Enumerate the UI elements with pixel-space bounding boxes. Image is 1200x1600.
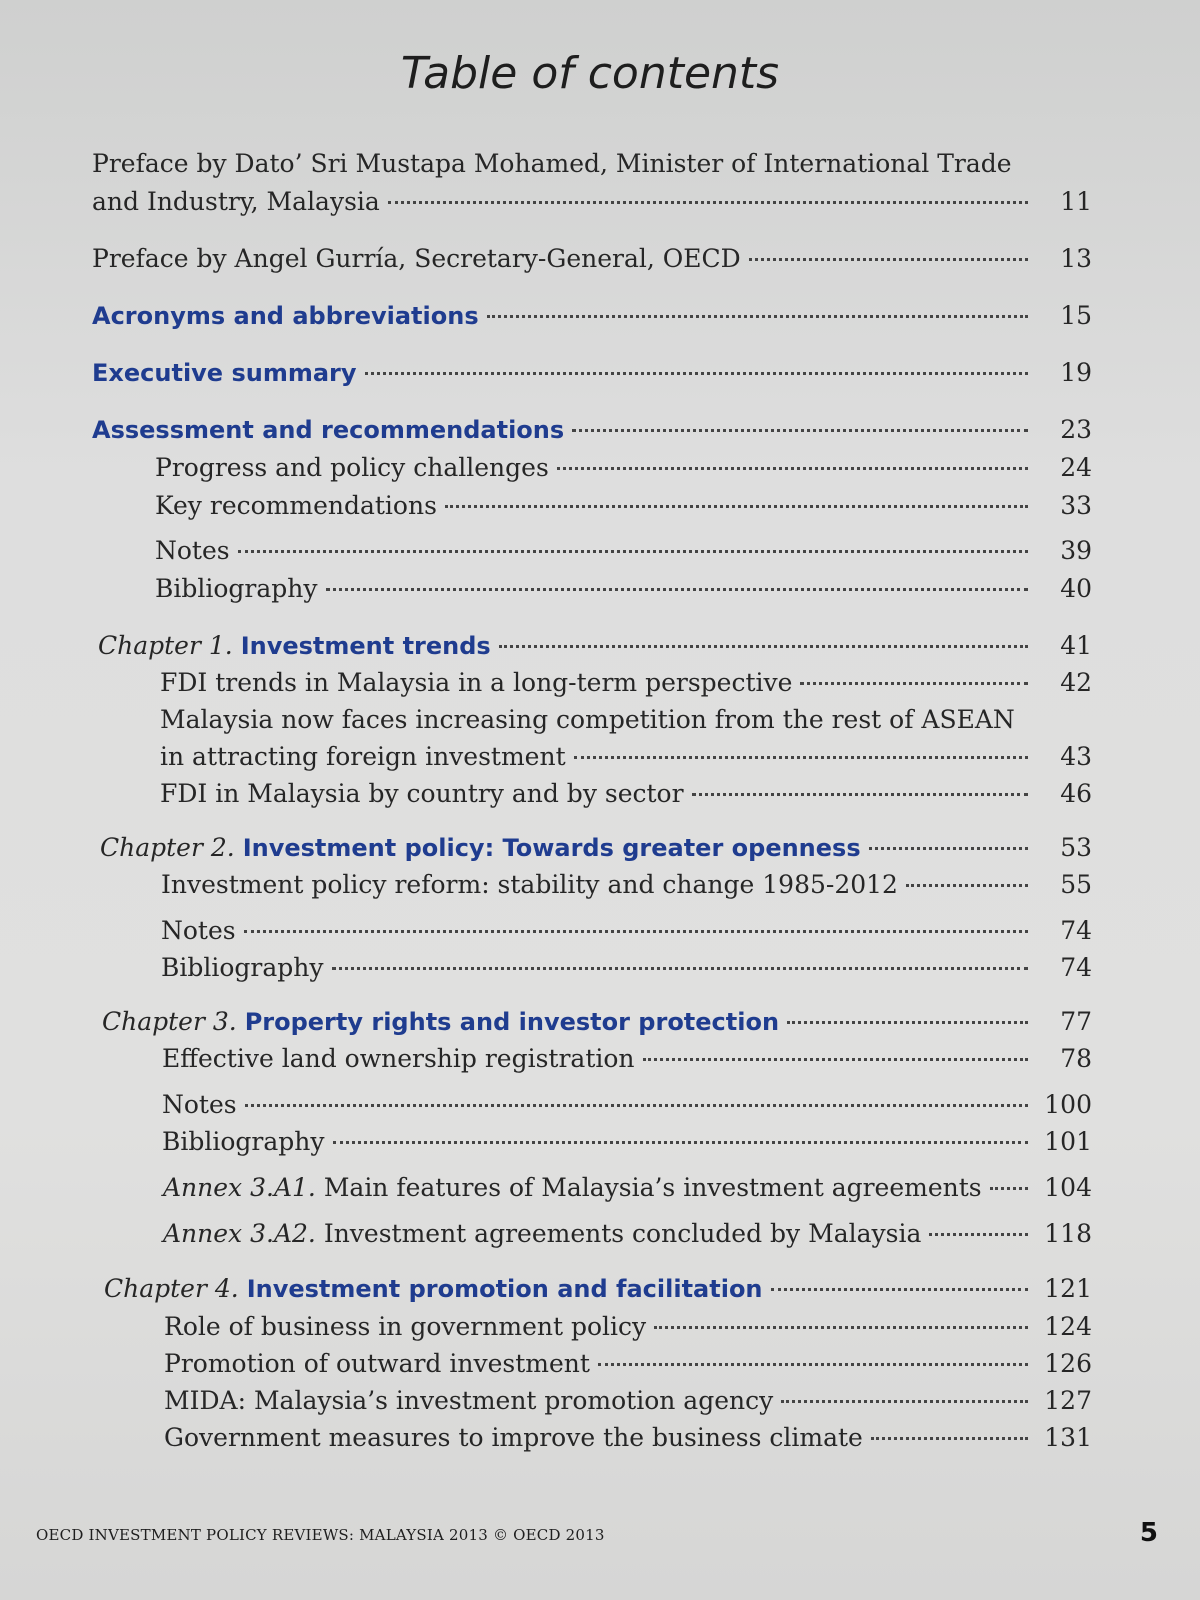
entry-label: Government measures to improve the business climate xyxy=(164,1423,863,1452)
toc-subentry[interactable] xyxy=(162,1123,1092,1161)
entry-label: Acronyms and abbreviations xyxy=(92,302,479,330)
dot-leader xyxy=(572,429,1028,432)
chapter-title: Investment promotion and facilitation xyxy=(246,1275,763,1303)
dot-leader xyxy=(787,1021,1028,1024)
entry-page-number: 121 xyxy=(1044,1274,1092,1303)
entry-label: in attracting foreign investment xyxy=(160,742,566,771)
dot-leader xyxy=(692,793,1028,796)
dot-leader xyxy=(598,1363,1028,1366)
entry-label: Bibliography xyxy=(161,953,324,982)
entry-page-number: 101 xyxy=(1044,1127,1092,1156)
entry-page-number: 33 xyxy=(1060,491,1092,520)
entry-label: Investment policy reform: stability and change 1985-2012 xyxy=(161,870,898,899)
toc-subentry[interactable] xyxy=(155,449,1092,487)
chapter-prefix: Chapter 4. xyxy=(104,1274,239,1303)
entry-label: FDI in Malaysia by country and by sector xyxy=(160,779,684,808)
chapter-prefix: Chapter 3. xyxy=(102,1007,237,1036)
dot-leader xyxy=(244,930,1028,933)
toc-entry-chapter-2[interactable] xyxy=(100,829,1092,867)
dot-leader xyxy=(445,505,1028,508)
annex-prefix: Annex 3.A1. xyxy=(163,1173,316,1202)
entry-label: Executive summary xyxy=(92,359,357,387)
toc-entry-preface-1[interactable] xyxy=(92,183,1092,221)
entry-page-number: 15 xyxy=(1060,301,1092,330)
entry-page-number: 78 xyxy=(1060,1044,1092,1073)
dot-leader xyxy=(499,645,1028,648)
entry-label xyxy=(102,1003,779,1041)
toc-subentry[interactable] xyxy=(160,738,1092,776)
dot-leader xyxy=(749,258,1028,261)
dot-leader xyxy=(332,967,1029,970)
annex-title: Main features of Malaysia’s investment agreements xyxy=(323,1173,982,1202)
entry-label: Notes xyxy=(155,536,230,565)
chapter-title: Property rights and investor protection xyxy=(244,1008,780,1036)
toc-subentry[interactable] xyxy=(161,949,1092,987)
entry-page-number: 13 xyxy=(1060,244,1092,273)
entry-page-number: 77 xyxy=(1060,1007,1092,1036)
toc-subentry[interactable] xyxy=(155,532,1092,570)
dot-leader xyxy=(654,1326,1028,1329)
preface-1-line-1: Preface by Dato’ Sri Mustapa Mohamed, Minister of International Trade xyxy=(92,149,1012,178)
entry-label xyxy=(104,1270,763,1308)
entry-label: Notes xyxy=(162,1090,237,1119)
entry-page-number: 124 xyxy=(1044,1312,1092,1341)
dot-leader xyxy=(869,847,1028,850)
entry-label: Notes xyxy=(161,916,236,945)
dot-leader xyxy=(326,588,1029,591)
entry-label xyxy=(163,1215,921,1253)
footer-publication-line: OECD INVESTMENT POLICY REVIEWS: MALAYSIA 2013 © OECD 2013 xyxy=(36,1526,605,1544)
entry-page-number: 74 xyxy=(1060,953,1092,982)
toc-entry-chapter-3[interactable] xyxy=(102,1003,1092,1041)
entry-page-number: 40 xyxy=(1060,574,1092,603)
chapter-prefix: Chapter 2. xyxy=(100,833,235,862)
toc-entry-chapter-1[interactable] xyxy=(98,627,1092,665)
toc-subentry[interactable] xyxy=(160,664,1092,702)
entry-label: and Industry, Malaysia xyxy=(92,187,380,216)
entry-page-number: 42 xyxy=(1060,668,1092,697)
entry-label: Role of business in government policy xyxy=(164,1312,647,1341)
page-title: Table of contents xyxy=(400,48,780,99)
entry-page-number: 74 xyxy=(1060,916,1092,945)
entry-page-number: 131 xyxy=(1044,1423,1092,1452)
toc-subentry[interactable] xyxy=(164,1308,1092,1346)
toc-subentry[interactable] xyxy=(161,866,1092,904)
chapter-title: Investment trends xyxy=(240,632,491,660)
dot-leader xyxy=(929,1233,1028,1236)
entry-page-number: 55 xyxy=(1060,870,1092,899)
entry-page-number: 23 xyxy=(1060,415,1092,444)
entry-page-number: 127 xyxy=(1044,1386,1092,1415)
entry-page-number: 19 xyxy=(1060,358,1092,387)
toc-subentry[interactable] xyxy=(155,570,1092,608)
chapter-title: Investment policy: Towards greater openness xyxy=(242,834,861,862)
toc-entry-preface-2[interactable] xyxy=(92,240,1092,278)
entry-label xyxy=(98,627,491,665)
dot-leader xyxy=(238,550,1028,553)
toc-entry-chapter-4[interactable] xyxy=(104,1270,1092,1308)
dot-leader xyxy=(487,315,1028,318)
entry-page-number: 100 xyxy=(1044,1090,1092,1119)
entry-label: Assessment and recommendations xyxy=(92,416,565,444)
toc-entry-assessment[interactable] xyxy=(92,411,1092,449)
entry-label: Promotion of outward investment xyxy=(164,1349,590,1378)
dot-leader xyxy=(643,1058,1028,1061)
toc-entry-executive-summary[interactable] xyxy=(92,354,1092,392)
dot-leader xyxy=(388,201,1028,204)
entry-label: Progress and policy challenges xyxy=(155,453,549,482)
toc-subentry[interactable] xyxy=(162,1040,1092,1078)
entry-page-number: 24 xyxy=(1060,453,1092,482)
entry-page-number: 46 xyxy=(1060,779,1092,808)
entry-label xyxy=(163,1169,982,1207)
entry-label: Bibliography xyxy=(162,1127,325,1156)
toc-subentry[interactable] xyxy=(155,487,1092,525)
entry-page-number: 41 xyxy=(1060,631,1092,660)
dot-leader xyxy=(990,1187,1028,1190)
toc-subentry[interactable] xyxy=(164,1382,1092,1420)
toc-subentry-annex[interactable] xyxy=(163,1215,1092,1253)
page-number: 5 xyxy=(1139,1518,1158,1548)
entry-label: Effective land ownership registration xyxy=(162,1044,635,1073)
toc-subentry-annex[interactable] xyxy=(163,1169,1092,1207)
entry-page-number: 118 xyxy=(1044,1219,1092,1248)
dot-leader xyxy=(245,1104,1028,1107)
toc-subentry[interactable] xyxy=(164,1419,1092,1457)
toc-subentry[interactable] xyxy=(162,1086,1092,1124)
dot-leader xyxy=(906,884,1028,887)
dot-leader xyxy=(557,467,1028,470)
dot-leader xyxy=(365,372,1028,375)
entry-page-number: 43 xyxy=(1060,742,1092,771)
dot-leader xyxy=(871,1437,1028,1440)
entry-page-number: 11 xyxy=(1060,187,1092,216)
subentry-first-line: Malaysia now faces increasing competition from the rest of ASEAN xyxy=(160,705,1015,734)
entry-label: FDI trends in Malaysia in a long-term perspective xyxy=(160,668,793,697)
entry-page-number: 104 xyxy=(1044,1173,1092,1202)
entry-label: MIDA: Malaysia’s investment promotion agency xyxy=(164,1386,774,1415)
toc-subentry[interactable] xyxy=(160,775,1092,813)
entry-page-number: 53 xyxy=(1060,833,1092,862)
annex-title: Investment agreements concluded by Malaysia xyxy=(323,1219,922,1248)
dot-leader xyxy=(781,1400,1028,1403)
toc-entry-acronyms[interactable] xyxy=(92,297,1092,335)
dot-leader xyxy=(574,756,1028,759)
dot-leader xyxy=(333,1141,1029,1144)
annex-prefix: Annex 3.A2. xyxy=(163,1219,316,1248)
entry-label: Preface by Angel Gurría, Secretary-General, OECD xyxy=(92,244,741,273)
entry-page-number: 126 xyxy=(1044,1349,1092,1378)
entry-label: Key recommendations xyxy=(155,491,437,520)
dot-leader xyxy=(800,682,1028,685)
toc-subentry[interactable] xyxy=(161,912,1092,950)
entry-label xyxy=(100,829,861,867)
dot-leader xyxy=(771,1288,1028,1291)
entry-label: Bibliography xyxy=(155,574,318,603)
toc-subentry[interactable] xyxy=(164,1345,1092,1383)
chapter-prefix: Chapter 1. xyxy=(98,631,233,660)
entry-page-number: 39 xyxy=(1060,536,1092,565)
